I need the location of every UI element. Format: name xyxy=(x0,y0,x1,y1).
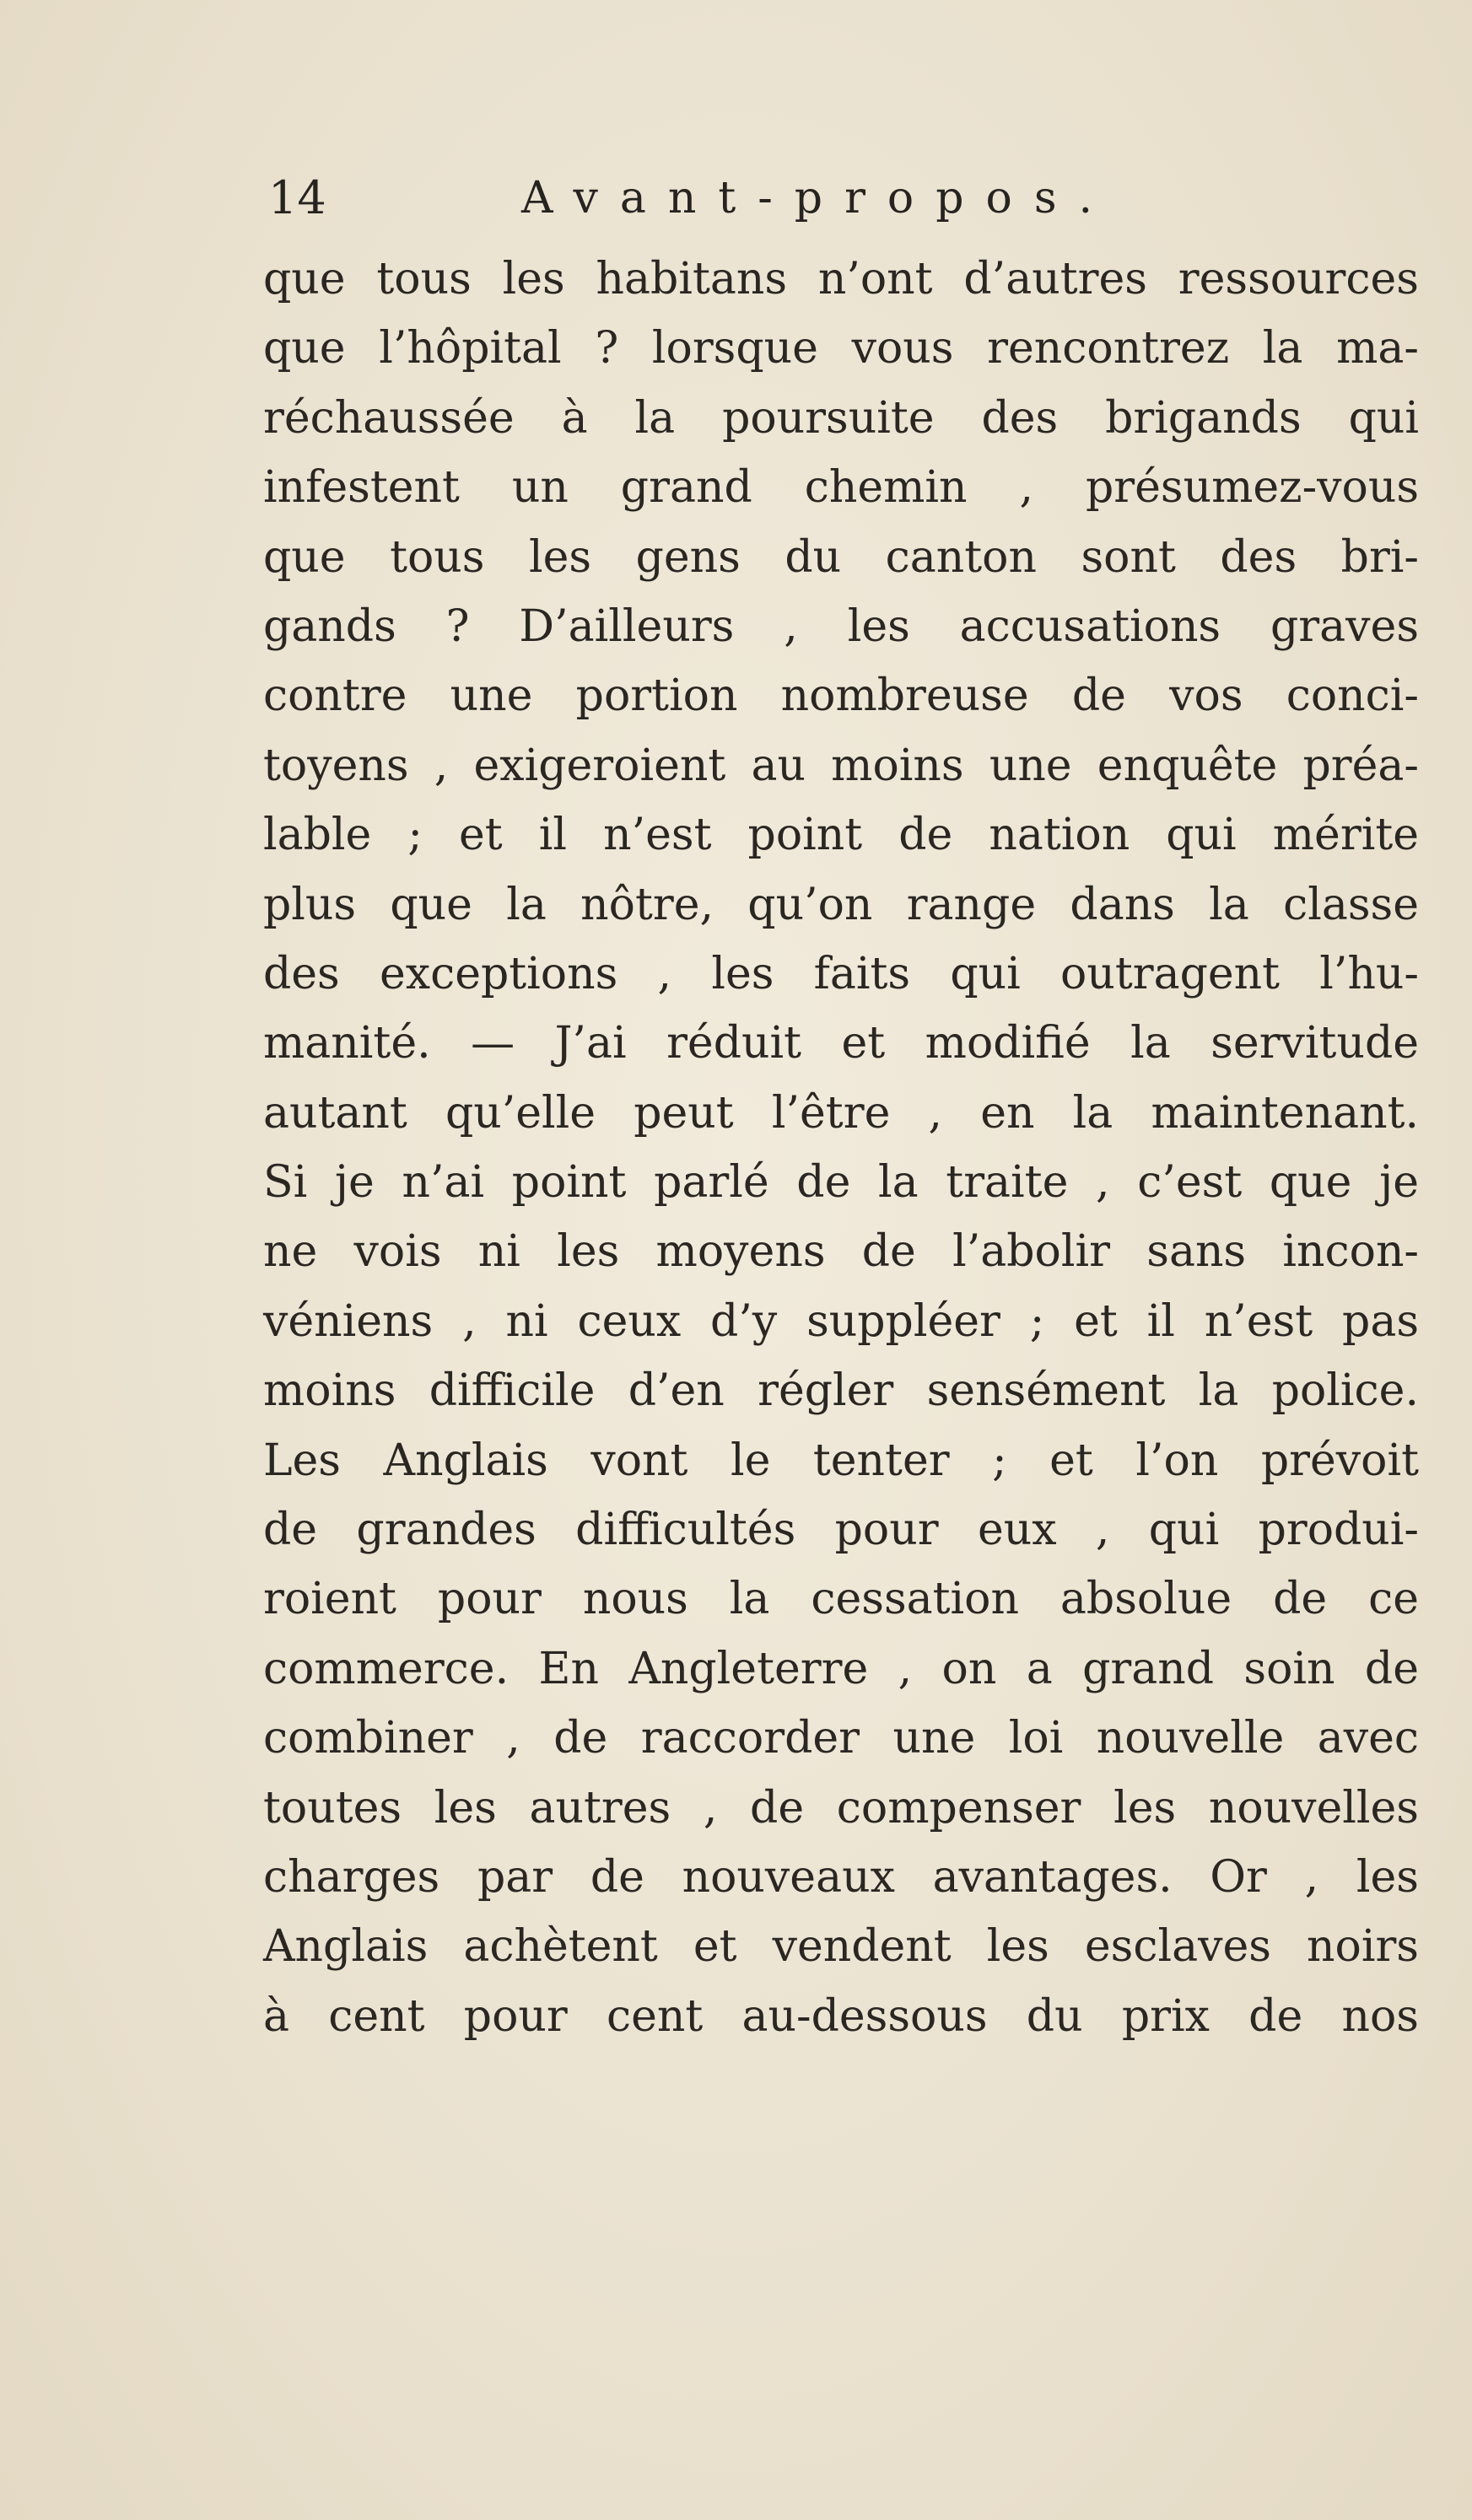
text-line: Si je n’ai point parlé de la traite , c’est que je xyxy=(263,1157,1419,1209)
text-line: véniens , ni ceux d’y suppléer ; et il n’est pas xyxy=(263,1295,1419,1347)
text-line: autant qu’elle peut l’être , en la maintenant. xyxy=(263,1087,1419,1139)
text-line: gands ? D’ailleurs , les accusations graves xyxy=(263,600,1419,652)
text-line: charges par de nouveaux avantages. Or , les xyxy=(263,1851,1419,1903)
text-line: à cent pour cent au-dessous du prix de nos xyxy=(263,1990,1419,2042)
text-line: commerce. En Angleterre , on a grand soin de xyxy=(263,1643,1419,1694)
text-line: manité. — J’ai réduit et modifié la servitude xyxy=(263,1018,1419,1069)
text-line: lable ; et il n’est point de nation qui mérite xyxy=(263,810,1419,861)
text-line: ne vois ni les moyens de l’abolir sans incon- xyxy=(263,1226,1419,1278)
text-line: que l’hôpital ? lorsque vous rencontrez la ma- xyxy=(263,323,1419,374)
text-line: Les Anglais vont le tenter ; et l’on prévoit xyxy=(263,1435,1419,1486)
text-line: toutes les autres , de compenser les nouvelles xyxy=(263,1782,1419,1833)
text-line: roient pour nous la cessation absolue de ce xyxy=(263,1574,1419,1625)
text-line: que tous les gens du canton sont des bri- xyxy=(263,531,1419,583)
text-line: des exceptions , les faits qui outragent l’hu- xyxy=(263,948,1419,999)
text-line: Anglais achètent et vendent les esclaves noirs xyxy=(263,1921,1419,1973)
page-header xyxy=(268,164,1399,232)
page-number: 14 xyxy=(268,171,326,224)
body-text xyxy=(263,245,1419,2051)
text-line: plus que la nôtre, qu’on range dans la classe xyxy=(263,879,1419,930)
running-head: Avant-propos. xyxy=(521,173,1115,223)
text-line: moins difficile d’en régler sensément la police. xyxy=(263,1365,1419,1417)
text-line: toyens , exigeroient au moins une enquête préa- xyxy=(263,740,1419,791)
text-line: de grandes difficultés pour eux , qui produi- xyxy=(263,1505,1419,1556)
text-line: combiner , de raccorder une loi nouvelle avec xyxy=(263,1713,1419,1764)
text-line: contre une portion nombreuse de vos conci- xyxy=(263,670,1419,722)
text-line: que tous les habitans n’ont d’autres ressources xyxy=(263,254,1419,304)
text-line: réchaussée à la poursuite des brigands qui xyxy=(263,392,1419,444)
text-line: infestent un grand chemin , présumez-vous xyxy=(263,462,1419,514)
